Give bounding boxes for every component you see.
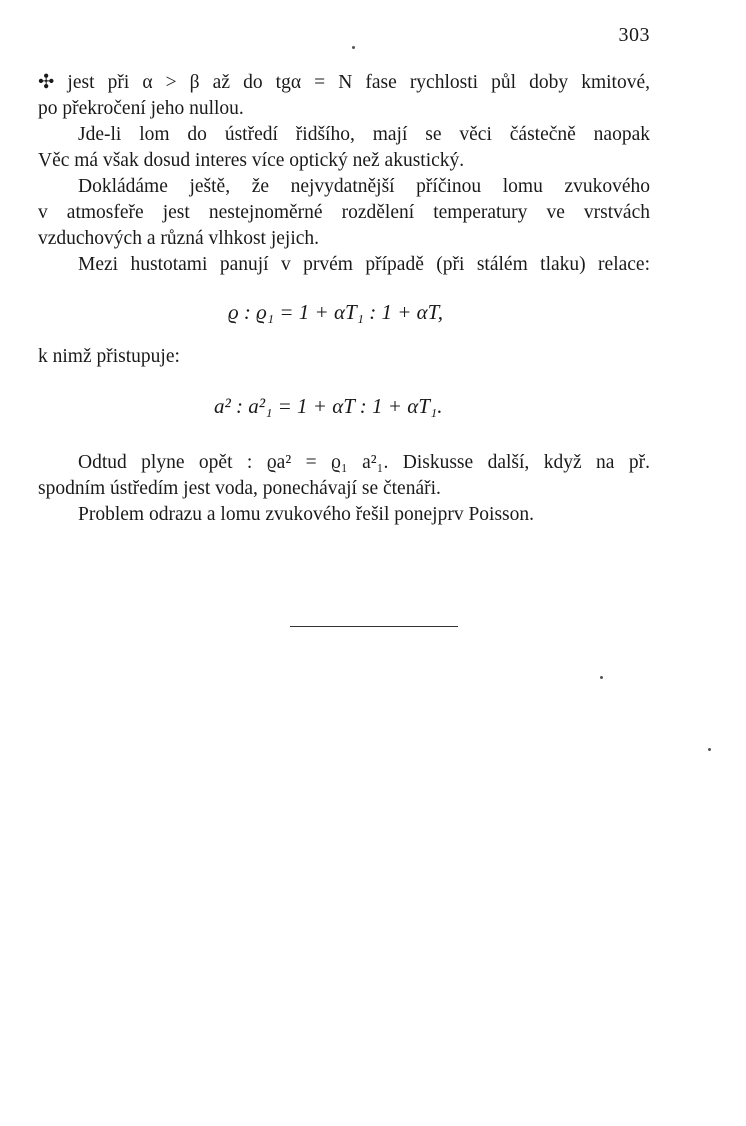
text-line-9: k nimž přistupuje: [38,346,180,367]
text-line-11: spodním ústředím jest voda, ponechávají se čtenáři. [38,478,441,499]
page-number: 303 [618,24,650,46]
text-line-3: Jde-li lom do ústředí řidšího, mají se věci částečně naopak [78,124,650,145]
print-speck [708,748,711,751]
text-line-1: ✣ jest při α > β až do tgα = N fase rychlosti půl doby kmitové, [38,72,650,93]
text-line-8: Mezi hustotami panují v prvém případě (při stálém tlaku) relace: [78,254,650,275]
text-line-4: Věc má však dosud interes více optický než akustický. [38,150,465,171]
print-speck [352,46,355,49]
speed-equation: a² : a²₁ = 1 + αT : 1 + αT₁. [214,394,443,418]
text-line-12: Problem odrazu a lomu zvukového řešil ponejprv Poisson. [78,504,535,525]
print-speck [600,676,603,679]
text-line-7: vzduchových a různá vlhkost jejich. [38,228,320,249]
text-line-2: po překročení jeho nullou. [38,98,244,119]
closing-rule [290,626,458,627]
text-line-6: v atmosfeře jest nestejnoměrné rozdělení temperatury ve vrstvách [38,202,650,223]
density-equation: ϱ : ϱ₁ = 1 + αT₁ : 1 + αT, [228,300,444,324]
text-line-5: Dokládáme ještě, že nejvydatnější příčinou lomu zvukového [78,176,650,197]
text-line-10: Odtud plyne opět : ϱa² = ϱ₁ a²₁. Diskusse další, když na př. [78,452,650,473]
